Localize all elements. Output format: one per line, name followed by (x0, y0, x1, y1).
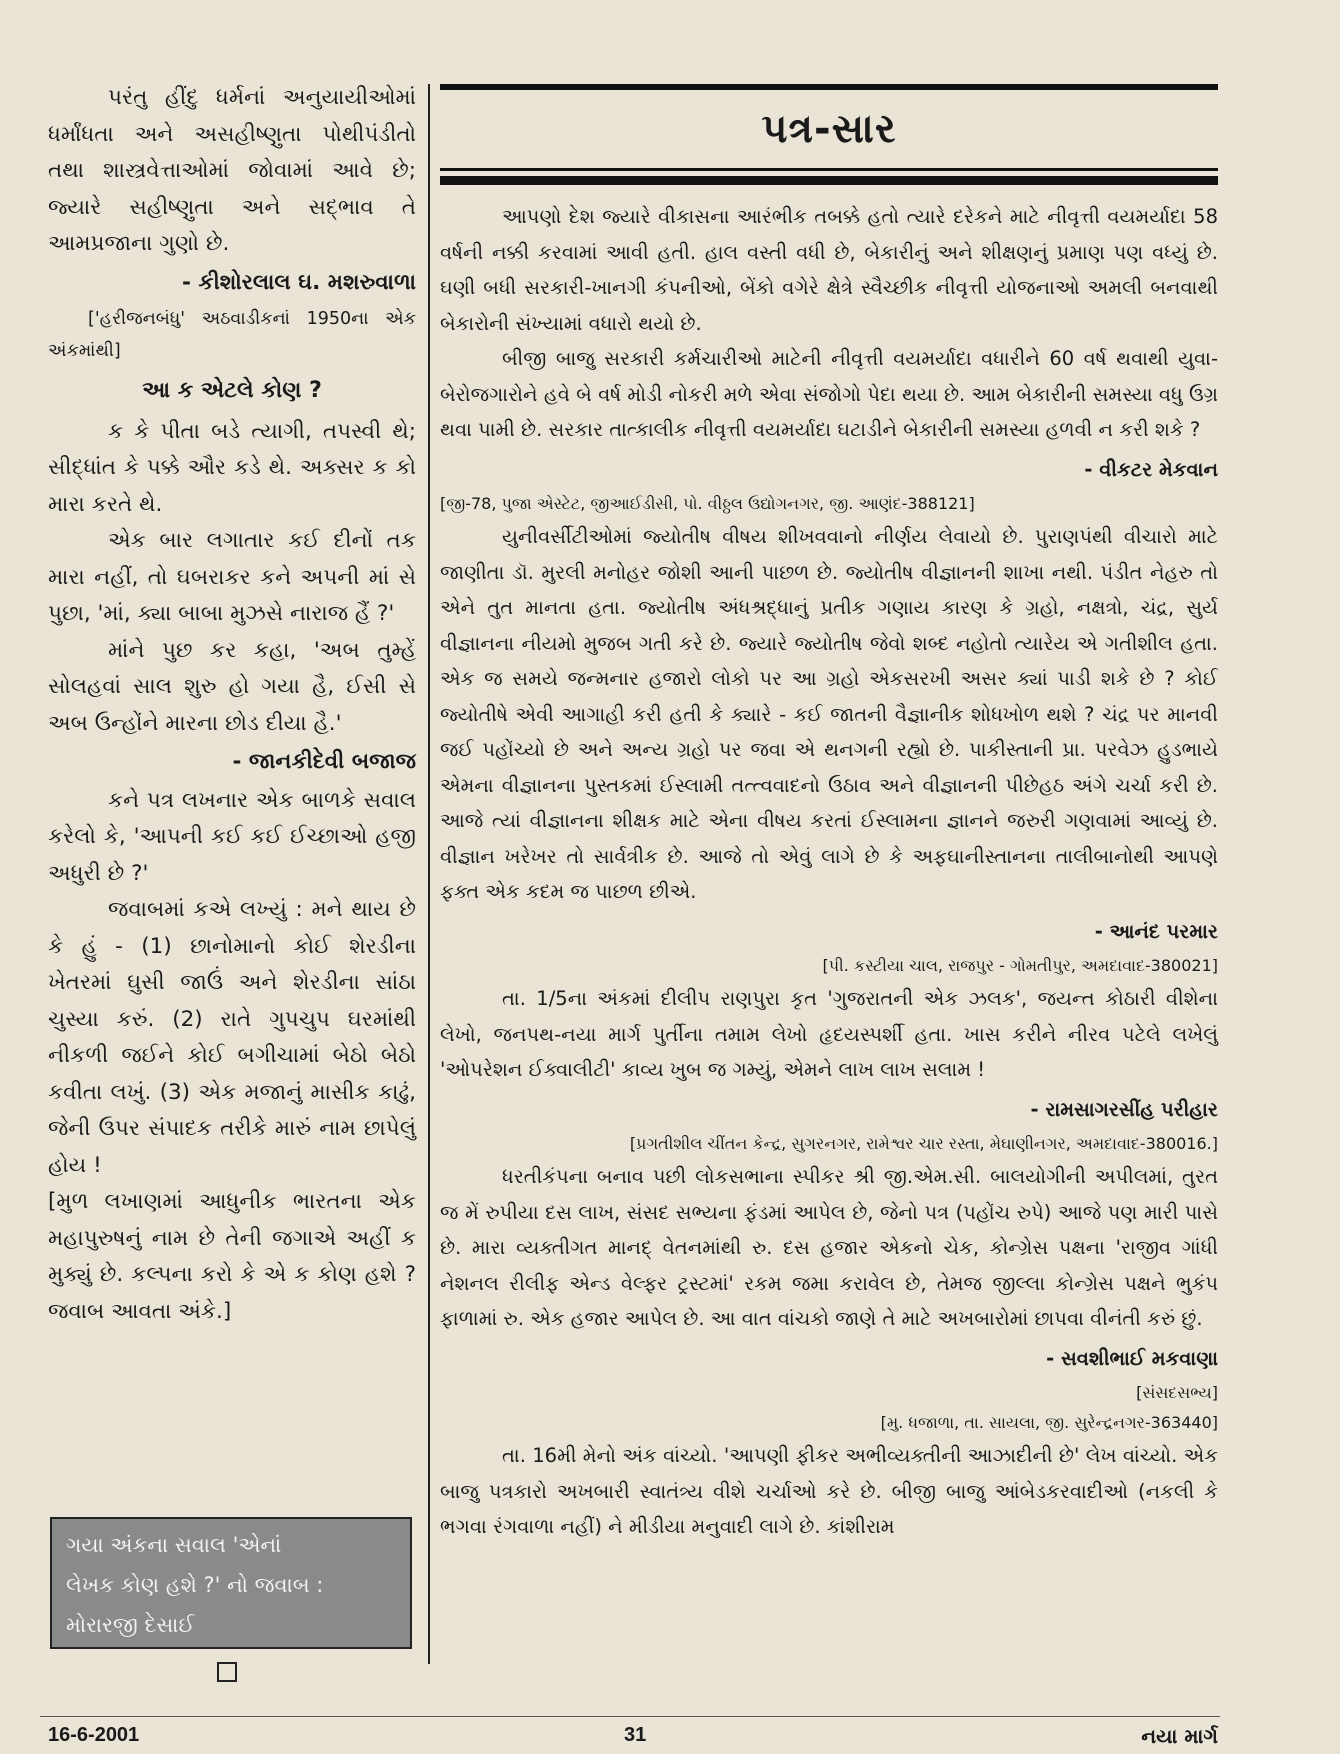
puzzle-paragraph: માંને પુછ કર કહા, 'અબ તુમ્હેં સોલહવાં સાલ શુરુ હો ગયા હૈ, ઈસી સે અબ ઉન્હોંને મારના છોડ દીયા હૈ.' (48, 637, 416, 736)
letter-address: [મુ. ધજાળા, તા. સાયલા, જી. સુરેન્દ્રનગર-363440] (880, 1413, 1218, 1432)
quote-text: પરંતુ હીંદુ ધર્મનાં અનુયાયીઓમાં ધર્માંધતા અને અસહીષ્ણુતા પોથીપંડીતો તથા શાસ્ત્રવેત્તાઓમાં જોવામાં આવે છે; જ્યારે સહીષ્ણુતા અને સદ્ભાવ તે આમપ્રજાના ગુણો છે. (48, 85, 416, 256)
puzzle-paragraph: જવાબમાં કએ લખ્યું : મને થાય છે કે હું - (1) છાનોમાનો કોઈ શેરડીના ખેતરમાં ઘુસી જાઉં અને શેરડીના સાંઠા ચુસ્યા કરું. (2) રાતે ગુપચુપ ઘરમાંથી નીકળી જઈને કોઈ બગીચામાં બેઠો બેઠો કવીતા લખું. (3) એક મજાનું માસીક કાઢું, જેની ઉપર સંપાદક તરીકે મારું નામ છાપેલું હોય ! (48, 897, 416, 1178)
right-column (440, 84, 1218, 1545)
letter-author: - સવશીભાઈ મકવાણા (1046, 1346, 1218, 1370)
letter-role: [સંસદસભ્ય] (1136, 1383, 1218, 1402)
letter-paragraph: તા. 16મી મેનો અંક વાંચ્યો. 'આપણી ફીકર અભીવ્યક્તીની આઝાદીની છે' લેખ વાંચ્યો. એક બાજુ પત્રકારો અખબારી સ્વાતંત્ર્ય વીશે ચર્ચાઓ કરે છે. બીજી બાજુ આંબેડકરવાદીઓ (નકલી કે ભગવા રંગવાળા નહીં) ને મીડીયા મનુવાદી લાગે છે. કાંશીરામ (440, 1444, 1218, 1538)
letter-address: [પ્રગતીશીલ ચીંતન કેન્દ્ર, સુગરનગર, રામેશ્વર ચાર રસ્તા, મેઘાણીનગર, અમદાવાદ-380016.] (629, 1134, 1218, 1153)
answer-line: ગયા અંકના સવાલ 'એનાં (66, 1533, 282, 1557)
puzzle-paragraph: એક બાર લગાતાર કઈ દીનોં તક મારા નહીં, તો ઘબરાકર કને અપની માં સે પુછા, 'માં, ક્યા બાબા મુઝસે નારાજ હૈં ?' (48, 528, 416, 626)
letter-address: [જી-78, પુજા એસ્ટેટ, જીઆઈડીસી, પો. વીઠ્ઠલ ઉદ્યોગનગર, જી. આણંદ-388121] (440, 494, 975, 513)
answer-line: લેખક કોણ હશે ?' નો જવાબ : (66, 1573, 324, 1597)
letters-body (440, 199, 1218, 1545)
letter-paragraph: યુનીવર્સીટીઓમાં જ્યોતીષ વીષય શીખવવાનો નીર્ણય લેવાયો છે. પુરાણપંથી વીચારો માટે જાણીતા ડૉ. મુરલી મનોહર જોશી આની પાછળ છે. જ્યોતીષ વીજ્ઞાનની શાખા નથી. પંડીત નેહરુ તો એને તુત માનતા હતા. જ્યોતીષ અંધશ્રદ્ધાનું પ્રતીક ગણાય કારણ કે ગ્રહો, નક્ષત્રો, ચંદ્ર, સુર્ય વીજ્ઞાનના નીયમો મુજબ ગતી કરે છે. જ્યારે જ્યોતીષ જેવો શબ્દ નહોતો ત્યારેય એ ગતીશીલ હતા. એક જ સમયે જન્મનાર હજારો લોકો પર આ ગ્રહો એકસરખી અસર ક્યાં પાડી શકે છે ? કોઈ જ્યોતીષે એવી આગાહી કરી હતી કે ક્યારે - કઈ જાતની વૈજ્ઞાનીક શોધખોળ થશે ? ચંદ્ર પર માનવી જઈ પહોંચ્યો છે અને અન્ય ગ્રહો પર જવા એ થનગની રહ્યો છે. પાકીસ્તાની પ્રા. પરવેઝ હુડભાયે એમના વીજ્ઞાનના પુસ્તકમાં ઈસ્લામી તત્ત્વવાદનો ઉઠાવ અને વીજ્ઞાનની પીછેહઠ અંગે ચર્ચા કરી છે. આજે ત્યાં વીજ્ઞાનના શીક્ષક માટે એના વીષય કરતાં ઈસ્લામના જ્ઞાનને જરુરી ગણવામાં આવ્યું છે. વીજ્ઞાન ખરેખર તો સાર્વત્રીક છે. આજે તો એવું લાગે છે કે અફઘાનીસ્તાનના તાલીબાનોથી આપણે ફક્ત એક કદમ જ પાછળ છીએ. (440, 525, 1218, 903)
letter-author: - વીકટર મેકવાન (1084, 457, 1218, 481)
footer-date: 16-6-2001 (48, 1724, 140, 1746)
quote-source: ['હરીજનબંધુ' અઠવાડીકનાં 1950ના એક અંકમાંથી] (48, 309, 416, 361)
title-rule-thin (440, 168, 1218, 171)
left-column (48, 80, 416, 1330)
end-mark-square-icon (217, 1662, 237, 1682)
puzzle-heading: આ ક એટલે કોણ ? (142, 378, 322, 403)
section-title: પત્ર-સાર (761, 106, 897, 152)
letter-paragraph: તા. 1/5ના અંકમાં દીલીપ રાણપુરા કૃત 'ગુજરાતની એક ઝલક', જયન્ત કોઠારી વીશેના લેખો, જનપથ-નયા માર્ગ પુર્તીના તમામ લેખો હૃદયસ્પર્શી હતા. ખાસ કરીને નીરવ પટેલે લખેલું 'ઓપરેશન ઈક્વાલીટી' કાવ્ય ખુબ જ ગમ્યું, એમને લાખ લાખ સલામ ! (440, 987, 1218, 1081)
letter-paragraph: બીજી બાજુ સરકારી કર્મચારીઓ માટેની નીવૃત્તી વયમર્યાદા વધારીને 60 વર્ષ થવાથી યુવા-બેરોજગારોને હવે બે વર્ષ મોડી નોકરી મળે એવા સંજોગો પેદા થયા છે. આમ બેકારીની સમસ્યા વધુ ઉગ્ર થવા પામી છે. સરકાર તાત્કાલીક નીવૃત્તી વયમર્યાદા ઘટાડીને બેકારીની સમસ્યા હળવી ન કરી શકે ? (440, 347, 1218, 441)
title-rule-thick (440, 176, 1218, 185)
column-divider (428, 84, 430, 1664)
page-number: 31 (624, 1724, 647, 1746)
answer-line: મોરારજી દેસાઈ (66, 1613, 195, 1637)
puzzle-note: [મુળ લખાણમાં આધુનીક ભારતના એક મહાપુરુષનું નામ છે તેની જગાએ અહીં ક મુક્યું છે. કલ્પના કરો કે એ ક કોણ હશે ? જવાબ આવતા અંકે.] (48, 1189, 416, 1324)
letter-author: - આનંદ પરમાર (1094, 919, 1218, 943)
letter-paragraph: ધરતીકંપના બનાવ પછી લોકસભાના સ્પીકર શ્રી જી.એમ.સી. બાલયોગીની અપીલમાં, તુરત જ મેં રુપીયા દસ લાખ, સંસદ સભ્યના ફંડમાં આપેલ છે, જેનો પત્ર (પહોંચ રુપે) આજે પણ મારી પાસે છે. મારા વ્યક્તીગત માનદ્ વેતનમાંથી રુ. દસ હજાર એકનો ચેક, કોન્ગ્રેસ પક્ષના 'રાજીવ ગાંધી નેશનલ રીલીફ એન્ડ વેલ્ફર ટ્રસ્ટમાં' રકમ જમા કરાવેલ છે, તેમજ જીલ્લા કોન્ગ્રેસ પક્ષને ભુકંપ ફાળામાં રુ. એક હજાર આપેલ છે. આ વાત વાંચકો જાણે તે માટે અખબારોમાં છાપવા વીનંતી કરું છું. (440, 1165, 1218, 1330)
answer-box (50, 1517, 412, 1649)
magazine-name: નયા માર્ગ (1141, 1724, 1218, 1748)
footer-rule (40, 1716, 1220, 1717)
quote-author: - કીશોરલાલ ઘ. મશરુવાળા (182, 269, 416, 295)
letter-author: - રામસાગરસીંહ પરીહાર (1030, 1097, 1218, 1121)
letter-paragraph: આપણો દેશ જ્યારે વીકાસના આરંભીક તબક્કે હતો ત્યારે દરેકને માટે નીવૃત્તી વયમર્યાદા 58 વર્ષની નક્કી કરવામાં આવી હતી. હાલ વસ્તી વધી છે, બેકારીનું અને શીક્ષણનું પ્રમાણ પણ વધ્યું છે. ઘણી બધી સરકારી-ખાનગી કંપનીઓ, બેંકો વગેરે ક્ષેત્રે સ્વૈચ્છીક નીવૃત્તી યોજનાઓ અમલી બનવાથી બેકારોની સંખ્યામાં વધારો થયો છે. (440, 205, 1218, 335)
puzzle-paragraph: કને પત્ર લખનાર એક બાળકે સવાલ કરેલો કે, 'આપની કઈ કઈ ઈચ્છાઓ હજી અધુરી છે ?' (48, 787, 416, 886)
puzzle-author: - જાનકીદેવી બજાજ (232, 749, 416, 774)
page-footer (0, 1724, 1340, 1750)
letter-address: [પી. કસ્ટીયા ચાલ, રાજપુર - ગોમતીપુર, અમદાવાદ-380021] (822, 956, 1218, 975)
puzzle-paragraph: ક કે પીતા બડે ત્યાગી, તપસ્વી થે; સીદ્ધાંત કે પક્કે ઔર કડે થે. અક્સર ક કો મારા કરતે થે. (48, 418, 416, 517)
